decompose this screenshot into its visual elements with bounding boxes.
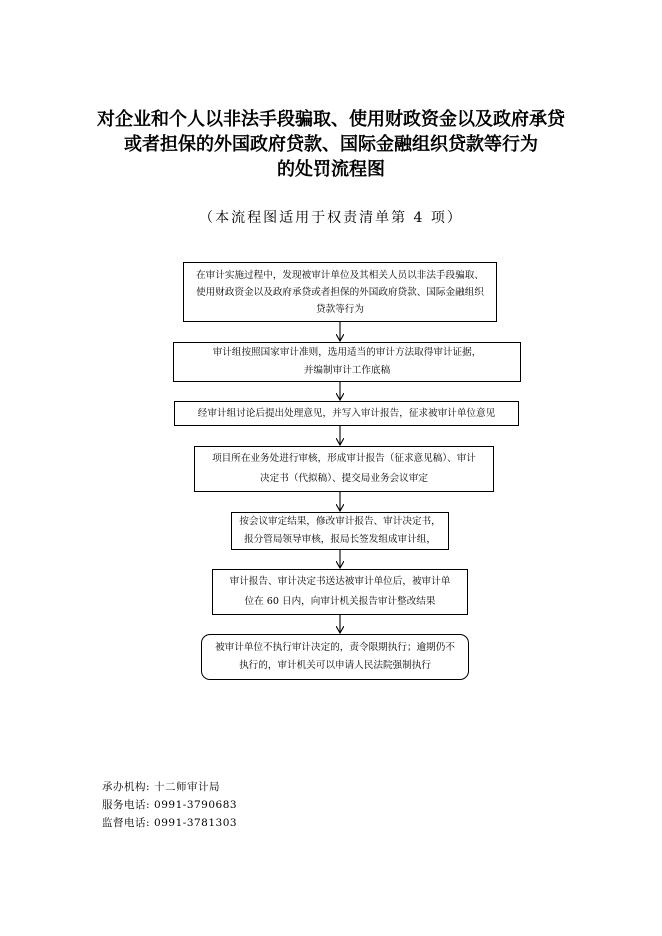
step-text-line: 决定书（代拟稿）、提交局业务会议审定 — [260, 473, 428, 484]
step-text-line: 位在 60 日内，向审计机关报告审计整改结果 — [244, 596, 436, 607]
page-title-line-2: 或者担保的外国政府贷款、国际金融组织贷款等行为 — [124, 134, 538, 155]
organizer-value: 十二师审计局 — [154, 781, 221, 793]
step-text-line: 经审计组讨论后提出处理意见，并写入审计报告，征求被审计单位意见 — [197, 407, 496, 419]
step-text-line: 项目所在业务处进行审核，形成审计报告（征求意见稿）、审计 — [212, 453, 476, 464]
organizer-label: 承办机构: — [102, 781, 151, 793]
flow-step-5-approval — [231, 512, 449, 550]
step-text-line: 审计组按照国家审计准则，选用适当的审计方法取得审计证据， — [212, 347, 482, 358]
service-phone-value: 0991-3790683 — [154, 799, 238, 811]
flow-step-1-discovery — [183, 262, 497, 322]
step-text-line: 审计报告、审计决定书送达被审计单位后，被审计单 — [229, 576, 451, 587]
step-text-line: 贷款等行为 — [316, 303, 364, 315]
flow-step-2-evidence — [173, 342, 521, 382]
supervision-phone-value: 0991-3781303 — [154, 817, 238, 829]
step-text-line: 在审计实施过程中，发现被审计单位及其相关人员以非法手段骗取、 — [196, 269, 484, 281]
page-title-line-3: 的处罚流程图 — [277, 159, 385, 180]
page-title-line-1: 对企业和个人以非法手段骗取、使用财政资金以及政府承贷 — [97, 109, 565, 130]
flow-step-3-opinion — [174, 401, 519, 426]
supervision-phone-label: 监督电话: — [102, 817, 151, 829]
step-text-line: 执行的，审计机关可以申请人民法院强制执行 — [239, 660, 431, 671]
flow-step-6-delivery — [212, 569, 468, 615]
step-text-line: 使用财政资金以及政府承贷或者担保的外国政府贷款、国际金融组织 — [196, 286, 484, 298]
footer-service-phone — [102, 797, 237, 812]
flow-step-7-enforcement — [201, 634, 469, 680]
step-text-line: 被审计单位不执行审计决定的，责令限期执行；逾期仍不 — [215, 642, 455, 653]
subtitle-scope-note: （本流程图适用于权责清单第 4 项） — [199, 210, 463, 226]
step-text-line: 按会议审定结果，修改审计报告、审计决定书， — [239, 516, 441, 527]
service-phone-label: 服务电话: — [102, 799, 151, 811]
step-text-line: 并编制审计工作底稿 — [303, 365, 391, 376]
footer-organizer — [102, 779, 220, 794]
footer-supervision-phone — [102, 815, 237, 830]
step-text-line: 报分管局领导审核，报局长签发组成审计组， — [244, 534, 436, 545]
flow-step-4-review — [194, 446, 494, 492]
